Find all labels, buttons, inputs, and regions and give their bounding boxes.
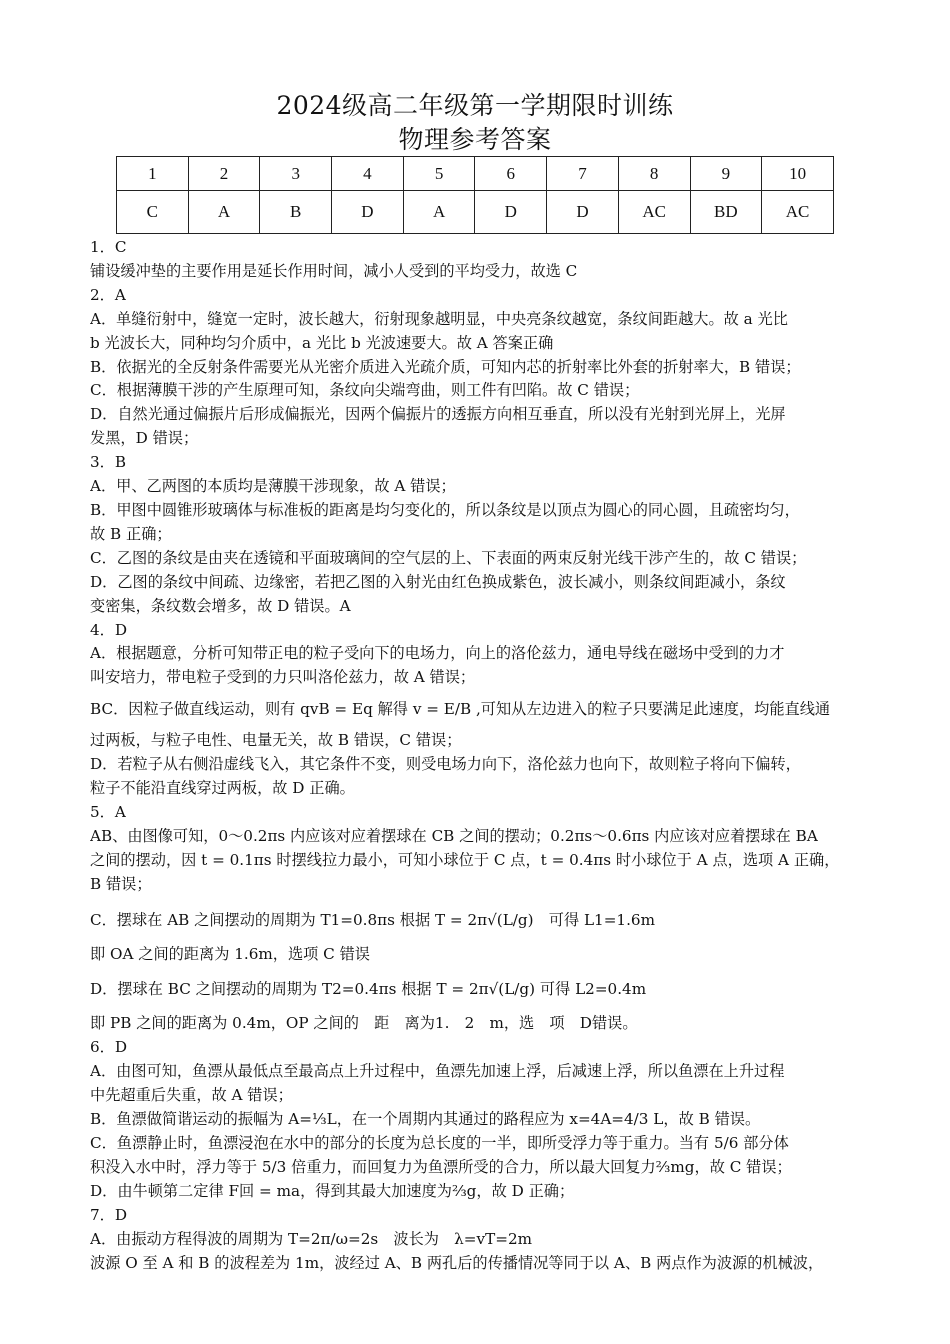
solution-line: 3．B [90, 453, 127, 472]
solution-line: 2．A [90, 285, 126, 304]
solution-line: 即 OA 之间的距离为 1.6m，选项 C 错误 [90, 944, 370, 963]
answer-cell: B [260, 191, 332, 234]
solution-line: 叫安培力，带电粒子受到的力只叫洛伦兹力，故 A 错误； [90, 668, 476, 687]
solution-line: 故 B 正确； [90, 524, 172, 543]
solution-line: B．依据光的全反射条件需要光从光密介质进入光疏介质，可知内芯的折射率比外套的折射率大，B 错误； [90, 357, 801, 376]
answer-cell: BD [690, 191, 762, 234]
answer-row [117, 191, 834, 234]
solution-line: AB、由图像可知，0～0.2πs 内应该对应着摆球在 CB 之间的摆动；0.2πs～0.6πs 内应该对应着摆球在 BA [90, 826, 818, 845]
solution-line: C．乙图的条纹是由夹在透镜和平面玻璃间的空气层的上、下表面的两束反射光线干涉产生的，故 C 错误； [90, 548, 807, 567]
solution-line: 之间的摆动，因 t = 0.1πs 时摆线拉力最小，可知小球位于 C 点，t = 0.4πs 时小球位于 A 点，选项 A 正确， [90, 850, 840, 869]
solution-line: 7．D [90, 1205, 128, 1224]
solution-line: A．根据题意，分析可知带正电的粒子受向下的电场力，向上的洛伦兹力，通电导线在磁场中受到的力才 [90, 644, 785, 663]
answer-cell: C [117, 191, 189, 234]
answer-cell: A [403, 191, 475, 234]
solution-line: 波源 O 至 A 和 B 的波程差为 1m，波经过 A、B 两孔后的传播情况等同于以 A、B 两点作为波源的机械波， [90, 1253, 824, 1272]
solution-line: BC．因粒子做直线运动，则有 qvB = Eq 解得 v = E/B ,可知从左边进入的粒子只要满足此速度，均能直线通 [90, 700, 831, 719]
solution-line: 中先超重后失重，故 A 错误； [90, 1086, 293, 1105]
solutions-body [90, 236, 862, 1275]
answer-cell: D [475, 191, 547, 234]
solution-line: D．若粒子从右侧沿虚线飞入，其它条件不变，则受电场力向下，洛伦兹力也向下，故则粒子将向下偏转， [90, 755, 801, 774]
solution-line: b 光波长大，同种均匀介质中，a 光比 b 光波速要大。故 A 答案正确 [90, 333, 554, 352]
solution-line: B 错误； [90, 874, 152, 893]
solution-line: 过两板，与粒子电性、电量无关，故 B 错误，C 错误； [90, 731, 462, 750]
question-number: 3 [260, 157, 332, 191]
answer-cell: AC [618, 191, 690, 234]
solution-line: 发黑，D 错误； [90, 429, 199, 448]
question-number-row [117, 157, 834, 191]
solution-line: A．甲、乙两图的本质均是薄膜干涉现象，故 A 错误； [90, 477, 456, 496]
solution-line: C．摆球在 AB 之间摆动的周期为 T1=0.8πs 根据 T = 2π√(L/g) 可得 L1=1.6m [90, 910, 655, 929]
solution-line: 5．A [90, 802, 126, 821]
question-number: 5 [403, 157, 475, 191]
solution-line: A．单缝衍射中，缝宽一定时，波长越大，衍射现象越明显，中央亮条纹越宽，条纹间距越大。故 a 光比 [90, 309, 788, 328]
question-number: 8 [618, 157, 690, 191]
solution-line: C．鱼漂静止时，鱼漂浸泡在水中的部分的长度为总长度的一半，即所受浮力等于重力。当有 5/6 部分体 [90, 1134, 789, 1152]
solution-line: B．甲图中圆锥形玻璃体与标准板的距离是均匀变化的，所以条纹是以顶点为圆心的同心圆，且疏密均匀， [90, 500, 800, 519]
answer-table [116, 156, 834, 234]
solution-line: A．由图可知，鱼漂从最低点至最高点上升过程中，鱼漂先加速上浮，后减速上浮，所以鱼漂在上升过程 [90, 1062, 785, 1081]
answer-cell: D [547, 191, 619, 234]
solution-line: D．由牛顿第二定律 F回 = ma，得到其最大加速度为⅔g，故 D 正确； [90, 1181, 575, 1200]
solution-line: D．自然光通过偏振片后形成偏振光，因两个偏振片的透振方向相互垂直，所以没有光射到光屏上，光屏 [90, 405, 786, 424]
solution-line: A．由振动方程得波的周期为 T=2π/ω=2s 波长为 λ=vT=2m [90, 1229, 533, 1248]
answer-cell: A [188, 191, 260, 234]
question-number: 2 [188, 157, 260, 191]
solution-line: 积没入水中时，浮力等于 5/3 倍重力，而回复力为鱼漂所受的合力，所以最大回复力⅔mg，故 C 错误； [90, 1157, 792, 1176]
solution-line: D．乙图的条纹中间疏、边缘密，若把乙图的入射光由红色换成紫色，波长减小，则条纹间距减小，条纹 [90, 572, 786, 591]
question-number: 4 [332, 157, 404, 191]
question-number: 7 [547, 157, 619, 191]
answer-cell: D [332, 191, 404, 234]
document-title: 2024级高二年级第一学期限时训练 [276, 91, 674, 120]
question-number: 1 [117, 157, 189, 191]
question-number: 10 [762, 157, 834, 191]
solution-line: 4．D [90, 620, 128, 639]
solution-line: 铺设缓冲垫的主要作用是延长作用时间，减小人受到的平均受力，故选 C [90, 261, 578, 280]
solution-line: B．鱼漂做简谐运动的振幅为 A=⅓L，在一个周期内其通过的路程应为 x=4A=4/3 L，故 B 错误。 [90, 1110, 761, 1129]
solution-line: 即 PB 之间的距离为 0.4m，OP 之间的 距 离为1. 2 m，选 项 D错误。 [90, 1014, 638, 1033]
solution-line: 6．D [90, 1038, 128, 1057]
solution-line: C．根据薄膜干涉的产生原理可知，条纹向尖端弯曲，则工件有凹陷。故 C 错误； [90, 381, 640, 400]
question-number: 6 [475, 157, 547, 191]
solution-line: 1．C [90, 238, 127, 256]
solution-line: 粒子不能沿直线穿过两板，故 D 正确。 [90, 779, 355, 798]
solution-line: D．摆球在 BC 之间摆动的周期为 T2=0.4πs 根据 T = 2π√(L/g) 可得 L2=0.4m [90, 980, 647, 999]
solution-line: 变密集，条纹数会增多，故 D 错误。A [90, 596, 351, 615]
question-number: 9 [690, 157, 762, 191]
document-subtitle: 物理参考答案 [398, 125, 552, 154]
answer-cell: AC [762, 191, 834, 234]
